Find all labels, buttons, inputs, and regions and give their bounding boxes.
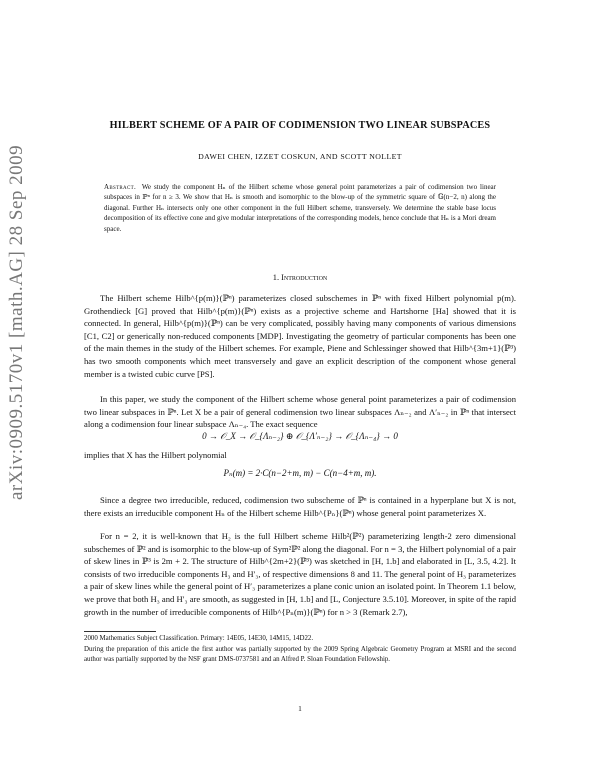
abstract-label: Abstract. (104, 183, 137, 191)
abstract (104, 182, 496, 234)
exact-sequence: 0 → 𝒪_X → 𝒪_{Λₙ₋₂} ⊕ 𝒪_{Λ′ₙ₋₂} → 𝒪_{Λₙ₋₄} → 0 (202, 431, 398, 441)
author-list: DAWEI CHEN, IZZET COSKUN, AND SCOTT NOLLET (198, 152, 402, 161)
section-heading (84, 273, 516, 282)
paragraph-intro: The Hilbert scheme Hilb^{p(m)}(ℙⁿ) parameterizes closed subschemes in ℙⁿ with fixed Hilbert polynomial p(m). Grothendieck [G] proved that Hilb^{p(m)}(ℙⁿ) exists as a projective scheme and Hartshorne [Ha] showed that it is connected. In general, Hilb^{p(m)}(ℙⁿ) can be very complicated, possibly having many components of various dimensions [C1, C2] or generically non-reduced components [MDP]. Investigating the geometry of particular components has been one of the main themes in the study of the Hilbert schemes. For example, Piene and Schlessinger showed that Hilb^{3m+1}(ℙ³) has two smooth components which meet transversely and gave an explicit description of the component whose general member is a twisted cubic curve [PS]. (84, 293, 516, 379)
paragraph-small-cases: For n = 2, it is well-known that H₂ is the full Hilbert scheme Hilb²(ℙ²) parameterizing length-2 zero dimensional subschemes of ℙ² and is isomorphic to the blow-up of Sym²ℙ² along the diagonal. For n = 3, the Hilbert polynomial of a pair of skew lines in ℙ³ is 2m + 2. The structure of Hilb^{2m+2}(ℙ³) was sketched in [H, 1.b] and elaborated in [L, 3.5, 4.2]. It consists of two irreducible components H₃ and H′₃, of respective dimensions 8 and 11. The general point of H₃ parameterizes a pair of skew lines while the general point of H′₃ parameterizes a plane conic union an isolated point. In Theorem 1.1 below, we prove that both H₃ and H′₃ are smooth, as suggested in [H, 1.b] and [L, Conjecture 3.5.10]. Moreover, in spite of the rapid growth in the number of irreducible components of Hilb^{Pₙ(m)}(ℙⁿ) for n > 3 (Remark 2.7), (84, 531, 516, 617)
arxiv-sidebar-stamp: arXiv:0909.5170v1 [math.AG] 28 Sep 2009 (6, 144, 27, 500)
footnote-msc: 2000 Mathematics Subject Classification. Primary: 14E05, 14E30, 14M15, 14D22. (84, 635, 314, 642)
paper-title: HILBERT SCHEME OF A PAIR OF CODIMENSION TWO LINEAR SUBSPACES (109, 120, 491, 131)
paragraph-setup: In this paper, we study the component of the Hilbert scheme whose general point parameterizes a pair of codimension two linear subspaces in ℙⁿ. Let X be a pair of general codimension two linear subspaces Λₙ₋₂ and Λ′ₙ₋₂ in ℙⁿ that intersect along a codimension four linear subspace Λₙ₋₄. The exact sequence (84, 394, 516, 430)
abstract-text: We study the component Hₙ of the Hilbert scheme whose general point parameterizes a pair of codimension two linear subspaces in ℙⁿ for n ≥ 3. We show that Hₙ is smooth and isomorphic to the blow-up of the symmetric square of 𝔾(n−2, n) along the diagonal. Further Hₙ intersects only one other component in the full Hilbert scheme, transversely. We determine the stable base locus decomposition of its effective cone and give modular interpretations of the corresponding models, hence conclude that Hₙ is a Mori dream space. (104, 183, 496, 233)
hilbert-polynomial-formula: Pₙ(m) = 2·C(n−2+m, m) − C(n−4+m, m). (223, 468, 377, 478)
page-number: 1 (298, 704, 302, 713)
footnote-support: During the preparation of this article the first author was partially supported by the 2009 Spring Algebraic Geometry Program at MSRI and the second author was partially supported by the NSF grant DMS-0737581 and an Alfred P. Sloan Foundation Fellowship. (84, 646, 516, 663)
footnote-rule (84, 631, 156, 632)
section-number: 1. (272, 273, 280, 282)
paragraph-component: Since a degree two irreducible, reduced, codimension two subscheme of ℙⁿ is contained in a hyperplane but X is not, there exists an irreducible component Hₙ of the Hilbert scheme Hilb^{Pₙ}(ℙⁿ) whose general point parameterizes X. (84, 495, 516, 518)
section-title: Introduction (281, 273, 328, 282)
paragraph-implies: implies that X has the Hilbert polynomial (84, 450, 227, 460)
